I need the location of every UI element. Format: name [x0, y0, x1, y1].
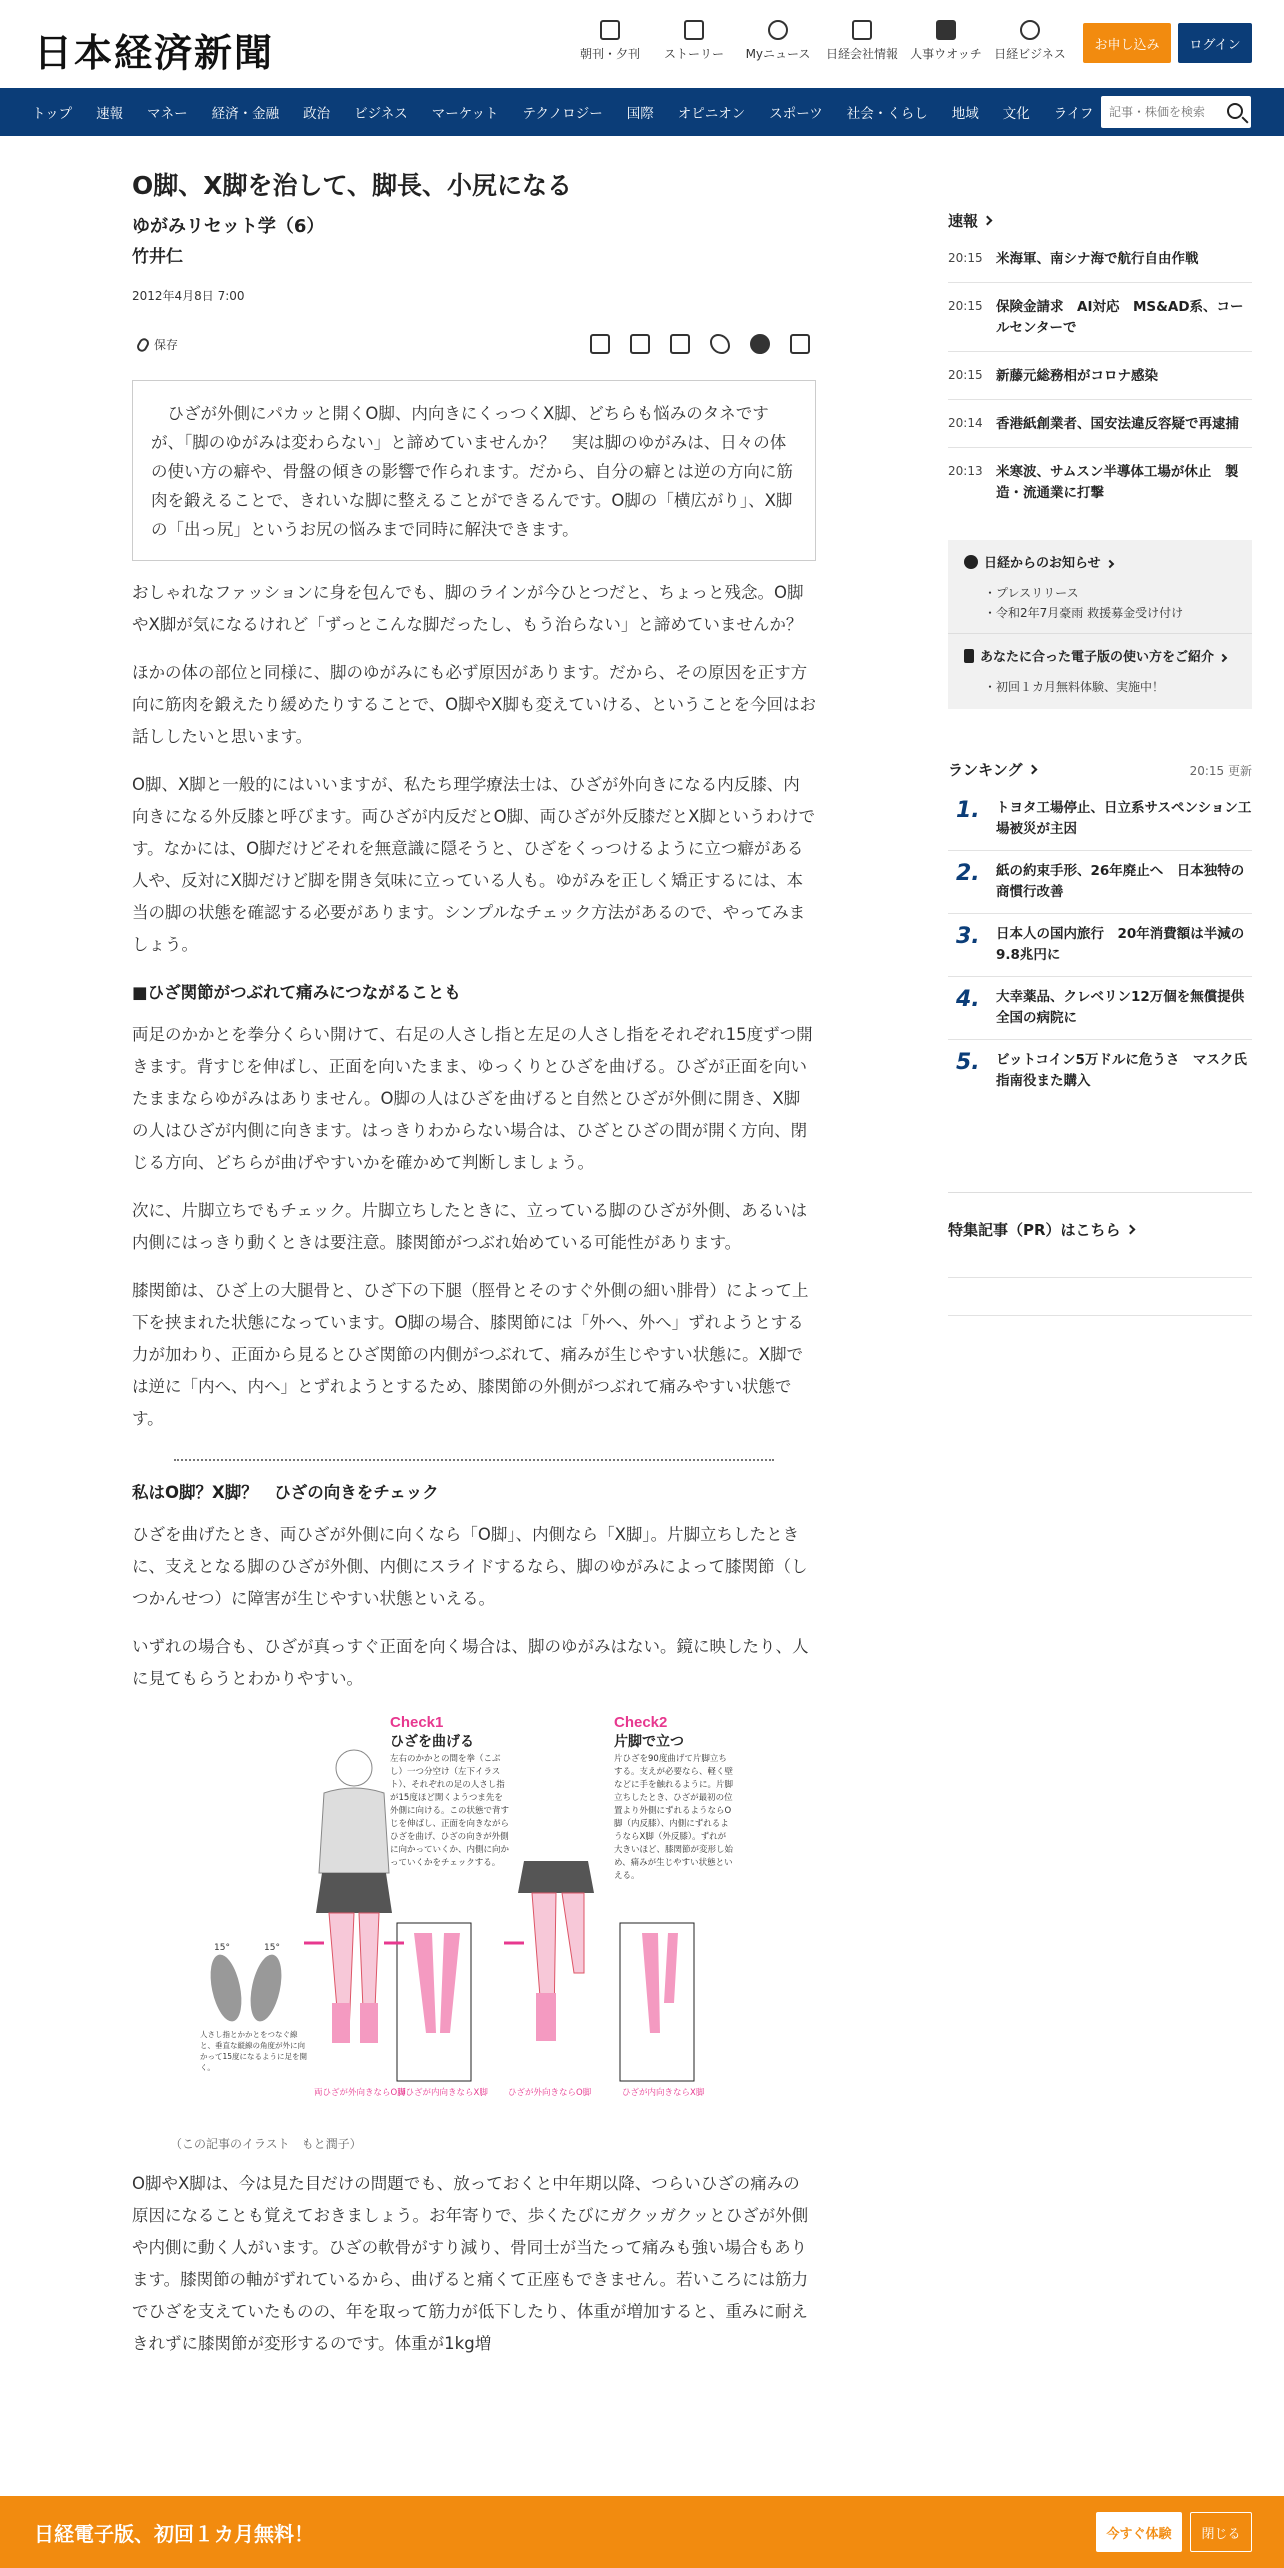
- chevron-right-icon: [1027, 765, 1037, 775]
- main-nav: [0, 88, 1284, 136]
- sidebar: [948, 210, 1258, 1316]
- header-tools: [568, 20, 1072, 62]
- check1-title: Check1: [390, 1714, 444, 1731]
- knee-check-illustration: [164, 1713, 804, 2133]
- feature-placeholder-row: [948, 1278, 1252, 1316]
- illustration-figure: [164, 1713, 804, 2133]
- paragraph: 次に、片脚立ちでもチェック。片脚立ちしたときに、立っている脚のひざが外側、あるいは内側にはっきり動くときは要注意。膝関節がつぶれ始めている可能性があります。: [132, 1201, 808, 1252]
- site-logo[interactable]: 日本経済新聞: [34, 30, 275, 75]
- feet-drawing: [205, 1943, 287, 2024]
- ranking-list: [948, 798, 1258, 1102]
- nav-item-technology[interactable]: テクノロジー: [522, 106, 603, 122]
- figure-caption: （この記事のイラスト もと潤子）: [170, 2137, 362, 2151]
- paragraph: 膝関節は、ひざ上の大腿骨と、ひざ下の下腿（脛骨とそのすぐ外側の細い腓骨）によって上下を挟まれた状態になっています。O脚の場合、膝関節には「外へ、外へ」ずれようとする力が加わり、正面から見るとひざ関節の内側がつぶれて、痛みが生じやすい状態に。X脚では逆に「内へ、内へ」とずれようとするため、膝関節の外側がつぶれて痛みやすい状態です。: [132, 1281, 809, 1428]
- nav-item-politics[interactable]: 政治: [303, 106, 331, 122]
- article-subtitle: ゆがみリセット学（6）: [132, 216, 325, 237]
- section-heading: 私はO脚？X脚？ ひざの向きをチェック: [132, 1483, 439, 1502]
- ranking-heading: [948, 759, 1252, 780]
- facebook-icon[interactable]: [750, 334, 770, 354]
- paragraph: おしゃれなファッションに身を包んでも、脚のラインが今ひとつだと、ちょっと残念。O脚やX脚が気になるけれど「ずっとこんな脚だったし、もう治らない」と諦めていませんか？: [132, 583, 804, 634]
- tool-mynews[interactable]: Myニュース: [736, 20, 820, 62]
- paragraph: 両足のかかとを拳分くらい開けて、右足の人さし指と左足の人さし指をそれぞれ15度ずつ開きます。背すじを伸ばし、正面を向いたまま、ゆっくりとひざを曲げる。ひざが正面を向いたままならゆがみはありません。O脚の人はひざを曲げると自然とひざが外側に開き、X脚の人はひざが内側に向きます。はっきりわからない場合は、ひざとひざの間が開く方向、閉じる方向、どちらが曲げやすいかを確かめて判断しましょう。: [132, 1025, 813, 1172]
- nav-item-sports[interactable]: スポーツ: [769, 106, 823, 122]
- save-button[interactable]: 保存: [138, 336, 178, 353]
- login-button[interactable]: ログイン: [1178, 23, 1252, 63]
- search-person-icon: [936, 20, 956, 40]
- feet-note: 人さし指とかかとをつなぐ線と、垂直な縦線の角度が外に向かって15度になるように足を開く。: [200, 2030, 308, 2072]
- label-x-legs-2: ひざが内向きならX脚: [622, 2088, 705, 2098]
- chart-icon: [852, 20, 872, 40]
- book-icon: [964, 649, 974, 663]
- clip-icon: [135, 336, 151, 353]
- angle-label-right: 15°: [264, 1943, 280, 1953]
- tool-company-info[interactable]: 日経会社情報: [820, 20, 904, 62]
- tool-story[interactable]: ストーリー: [652, 20, 736, 62]
- ranking-updated: 20:15 更新: [1189, 764, 1252, 778]
- nav-item-international[interactable]: 国際: [626, 106, 654, 122]
- info-heading[interactable]: 日経からのお知らせ: [964, 552, 1236, 571]
- nav-item-business[interactable]: ビジネス: [354, 106, 408, 122]
- news-item[interactable]: 20:14 香港紙創業者、国安法違反容疑で再逮捕: [948, 400, 1252, 448]
- document-icon: [684, 20, 704, 40]
- nav-item-breaking[interactable]: 速報: [96, 106, 124, 122]
- article-author[interactable]: 竹井仁: [132, 247, 183, 267]
- news-item[interactable]: 20:15 米海軍、南シナ海で航行自由作戦: [948, 249, 1252, 283]
- feature-heading[interactable]: 特集記事（PR）はこちら: [948, 1219, 1252, 1240]
- apply-button[interactable]: お申し込み: [1083, 23, 1171, 63]
- woman-figure-2: [518, 1861, 594, 2041]
- label-o-legs-2: ひざが外向きならO脚: [508, 2088, 592, 2098]
- label-o-legs-1: 両ひざが外向きならO脚: [314, 2088, 406, 2098]
- section-heading: ■ひざ関節がつぶれて痛みにつながることも: [132, 983, 461, 1002]
- try-now-button[interactable]: 今すぐ体験: [1096, 2512, 1182, 2552]
- tool-newspaper[interactable]: 朝刊・夕刊: [568, 20, 652, 62]
- divider: [948, 633, 1252, 634]
- news-item[interactable]: 20:15 新藤元総務相がコロナ感染: [948, 352, 1252, 400]
- nav-item-opinion[interactable]: オピニオン: [677, 106, 746, 122]
- news-item[interactable]: 20:15 保険金請求 AI対応 MS&AD系、コールセンターで: [948, 283, 1252, 352]
- dotted-divider: [174, 1459, 774, 1461]
- nav-item-top[interactable]: トップ: [32, 106, 73, 122]
- chevron-right-icon: [1105, 560, 1113, 568]
- compass-icon: [1020, 20, 1040, 40]
- info-link[interactable]: ・ プレスリリース: [984, 583, 1236, 603]
- site-header: [0, 0, 1284, 88]
- info-box: [948, 540, 1252, 709]
- paragraph: O脚やX脚は、今は見た目だけの問題でも、放っておくと中年期以降、つらいひざの痛みの原因になることも覚えておきましょう。お年寄りで、歩くたびにガクッガクッとひざが外側や内側に動く人がいます。ひざの軟骨がすり減り、骨同士が当たって痛みも強い場合もあります。膝関節の軸がずれているから、曲げると痛くて正座もできません。若いころには筋力でひざを支えていたものの、年を取って筋力が低下したり、体重が増加すると、重みに耐えきれずに膝関節が変形するのです。体重が1kg増: [132, 2174, 809, 2353]
- ranking-item[interactable]: 2. 紙の約束手形、26年廃止へ 日本独特の商慣行改善: [948, 851, 1252, 914]
- twitter-icon[interactable]: [710, 334, 730, 354]
- subscription-banner: [0, 2496, 1284, 2568]
- note-icon[interactable]: [670, 334, 690, 354]
- print-icon[interactable]: [590, 334, 610, 354]
- user-icon: [768, 20, 788, 40]
- feature-placeholder-list: [948, 1240, 1252, 1316]
- breaking-news-heading[interactable]: 速報: [948, 210, 1252, 231]
- ranking-item[interactable]: 1. トヨタ工場停止、日立系サスペンション工場被災が主因: [948, 798, 1252, 851]
- angle-label-left: 15°: [214, 1943, 230, 1953]
- label-x-legs-1: 両ひざが内向きならX脚: [397, 2088, 488, 2098]
- woman-figure-1: [316, 1750, 392, 2043]
- nav-item-society[interactable]: 社会・くらし: [846, 106, 928, 122]
- guide-heading[interactable]: あなたに合った電子版の使い方をご紹介: [964, 646, 1236, 665]
- paragraph: ほかの体の部位と同様に、脚のゆがみにも必ず原因があります。だから、その原因を正す方向に筋肉を鍛えたり緩めたりすることで、O脚やX脚も変えていける、ということを今回はお話ししたいと思います。: [132, 663, 816, 746]
- check2-title: Check2: [614, 1714, 668, 1731]
- chevron-right-icon: [1219, 654, 1227, 662]
- nav-item-economy[interactable]: 経済・金融: [211, 106, 280, 122]
- paragraph: いずれの場合も、ひざが真っすぐ正面を向く場合は、脚のゆがみはない。鏡に映したり、人に見てもらうとわかりやすい。: [132, 1637, 809, 1688]
- paragraph: O脚、X脚と一般的にはいいますが、私たち理学療法士は、ひざが外向きになる内反膝、内向きになる外反膝と呼びます。両ひざが内反だとO脚、両ひざが外反膝だとX脚というわけです。なかには、O脚だけどそれを無意識に隠そうと、ひざをくっつけるように立つ癖がある人や、反対にX脚だけど脚を開き気味に立っている人も。ゆがみを正しく矯正するには、本当の脚の状態を確認する必要があります。シンプルなチェック方法があるので、やってみましょう。: [132, 775, 815, 954]
- feature-placeholder-row: [948, 1240, 1252, 1278]
- nav-item-market[interactable]: マーケット: [431, 106, 499, 122]
- article: [132, 160, 816, 2360]
- news-item[interactable]: 20:13 米寒波、サムスン半導体工場が休止 製造・流通業に打撃: [948, 464, 1239, 501]
- check1-text: 左右のかかとの間を拳（こぶし）一つ分空け（左下イラスト）、それぞれの足の人さし指が15度ほど開くようつま先を外側に向ける。この状態で背すじを伸ばし、正面を向きながらひざを曲げ、ひざの向きが外側に向かっていくか、内側に向かっていくかをチェックする。: [390, 1754, 510, 1868]
- chevron-right-icon: [1125, 1225, 1135, 1235]
- share-toolbar: [570, 334, 810, 354]
- newspaper-icon: [600, 20, 620, 40]
- guide-link[interactable]: ・ 初回１カ月無料体験、実施中！: [984, 677, 1236, 697]
- mail-icon[interactable]: [630, 334, 650, 354]
- check2-text: 片ひざを90度曲げて片脚立ちする。支えが必要なら、軽く壁などに手を触れるように。片脚立ちしたとき、ひざが最初の位置より外側にずれるようならO脚（内反膝）、内側にずれるようならX脚（外反膝）。ずれが大きいほど、膝関節が変形し始め、痛みが生じやすい状態といえる。: [614, 1754, 734, 1881]
- tool-nikkei-business[interactable]: 日経ビジネス: [988, 20, 1072, 62]
- check1-subtitle: ひざを曲げる: [390, 1734, 474, 1750]
- nav-item-life[interactable]: ライフ: [1053, 106, 1094, 122]
- check2-subtitle: 片脚で立つ: [614, 1734, 684, 1750]
- nav-item-culture[interactable]: 文化: [1002, 106, 1030, 122]
- article-date: 2012年4月8日 7:00: [132, 289, 245, 303]
- ranking-title[interactable]: ランキング: [948, 759, 1036, 780]
- nav-item-money[interactable]: マネー: [147, 106, 188, 122]
- close-banner-button[interactable]: 閉じる: [1190, 2512, 1252, 2552]
- chevron-right-icon: [983, 216, 993, 226]
- info-link[interactable]: ・ 令和2年7月豪雨 救援募金受け付け: [984, 603, 1236, 623]
- banner-text: 日経電子版、初回１カ月無料！: [34, 2522, 314, 2546]
- search-input[interactable]: [1101, 96, 1211, 128]
- article-lead: ひざが外側にパカッと開くO脚、内向きにくっつくX脚、どちらも悩みのタネですが、「脚のゆがみは変わらない」と諦めていませんか？ 実は脚のゆがみは、日々の体の使い方の癖や、骨盤の傾きの影響で作られます。だから、自分の癖とは逆の方向に筋肉を鍛えることで、きれいな脚に整えることができるんです。O脚の「横広がり」、X脚の「出っ尻」というお尻の悩みまで同時に解決できます。: [132, 380, 816, 561]
- share-icon[interactable]: [790, 334, 810, 354]
- nav-item-region[interactable]: 地域: [951, 106, 979, 122]
- ranking-item[interactable]: 3. 日本人の国内旅行 20年消費額は半減の9.8兆円に: [948, 914, 1252, 977]
- article-title: O脚、X脚を治して、脚長、小尻になる: [132, 171, 573, 200]
- feature-section: [948, 1192, 1252, 1316]
- breaking-news-list: [948, 249, 1252, 516]
- search-icon[interactable]: [1227, 103, 1243, 119]
- info-icon: [964, 555, 978, 569]
- article-actions: [132, 330, 816, 364]
- article-body: [132, 577, 816, 2360]
- ranking-item[interactable]: 5. ビットコイン5万ドルに危うさ マスク氏指南役また購入: [956, 1050, 1247, 1089]
- ranking-item[interactable]: 4. 大幸薬品、クレベリン12万個を無償提供 全国の病院に: [948, 977, 1252, 1040]
- tool-jinji-watch[interactable]: 人事ウオッチ: [904, 20, 988, 62]
- paragraph: ひざを曲げたとき、両ひざが外側に向くなら「O脚」、内側なら「X脚」。片脚立ちしたときに、支えとなる脚のひざが外側、内側にスライドするなら、脚のゆがみによって膝関節（しつかんせつ）に障害が生じやすい状態といえる。: [132, 1525, 808, 1608]
- search-box: [1101, 96, 1251, 128]
